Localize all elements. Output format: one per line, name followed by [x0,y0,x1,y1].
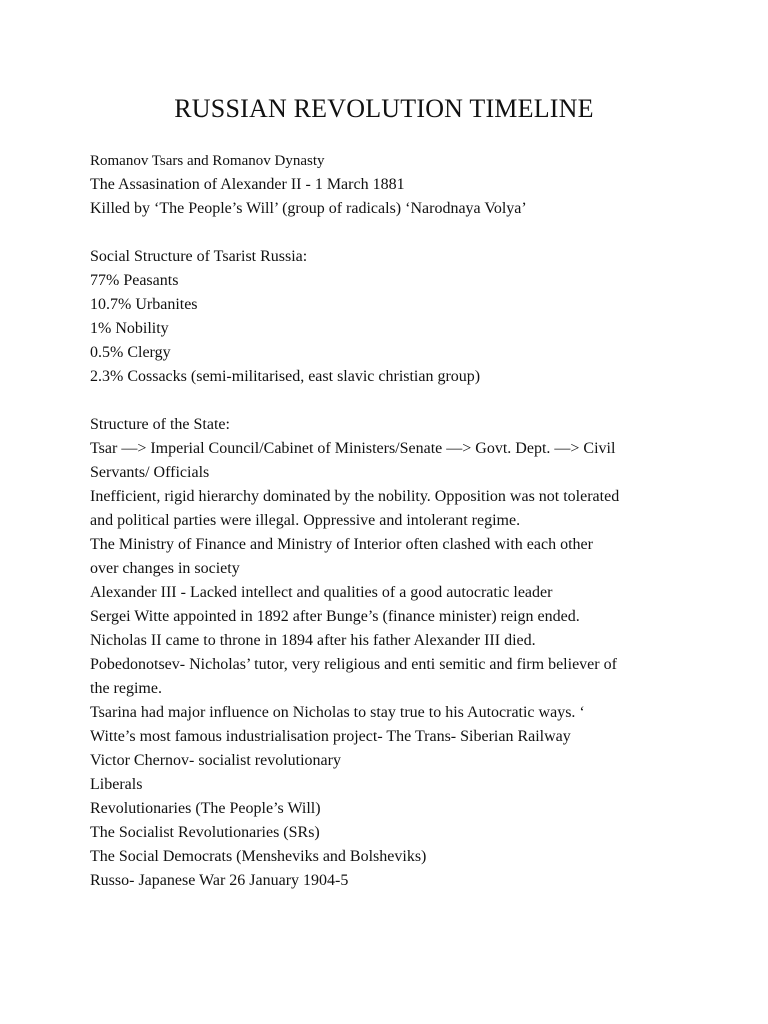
text-line: Sergei Witte appointed in 1892 after Bunge’s (finance minister) reign ended. [90,608,580,625]
document-title: RUSSIAN REVOLUTION TIMELINE [174,94,594,123]
text-line: 2.3% Cossacks (semi-militarised, east slavic christian group) [90,368,481,385]
section-heading: Social Structure of Tsarist Russia: [90,248,308,265]
text-line: Victor Chernov- socialist revolutionary [90,752,341,769]
text-line: 1% Nobility [90,320,169,337]
text-line: 77% Peasants [90,272,179,289]
text-line: over changes in society [90,560,240,577]
text-line: the regime. [90,680,162,697]
text-line: 10.7% Urbanites [90,296,198,313]
text-line: Revolutionaries (The People’s Will) [90,800,321,817]
text-line: Pobedonotsev- Nicholas’ tutor, very religious and enti semitic and firm believer of [90,656,617,673]
text-line: Tsar —> Imperial Council/Cabinet of Ministers/Senate —> Govt. Dept. —> Civil [90,440,616,457]
text-line: Witte’s most famous industrialisation project- The Trans- Siberian Railway [90,728,571,745]
text-line: Killed by ‘The People’s Will’ (group of radicals) ‘Narodnaya Volya’ [90,200,527,217]
paragraph-spacer [90,389,690,413]
text-line: Romanov Tsars and Romanov Dynasty [90,153,325,169]
paragraph-spacer [90,221,690,245]
text-line: Nicholas II came to throne in 1894 after his father Alexander III died. [90,632,536,649]
text-line: Liberals [90,776,143,793]
text-line: The Social Democrats (Mensheviks and Bolsheviks) [90,848,427,865]
text-line: Servants/ Officials [90,464,210,481]
text-line: Alexander III - Lacked intellect and qualities of a good autocratic leader [90,584,553,601]
text-line: Tsarina had major influence on Nicholas to stay true to his Autocratic ways. ‘ [90,704,585,721]
text-line: The Socialist Revolutionaries (SRs) [90,824,320,841]
text-line: Inefficient, rigid hierarchy dominated by the nobility. Opposition was not tolerated [90,488,620,505]
section-heading: Structure of the State: [90,416,230,433]
text-line: Russo- Japanese War 26 January 1904-5 [90,872,349,889]
text-line: 0.5% Clergy [90,344,171,361]
document-body [90,149,690,893]
text-line: The Ministry of Finance and Ministry of Interior often clashed with each other [90,536,593,553]
text-line: The Assasination of Alexander II - 1 March 1881 [90,176,405,193]
text-line: and political parties were illegal. Oppressive and intolerant regime. [90,512,521,529]
